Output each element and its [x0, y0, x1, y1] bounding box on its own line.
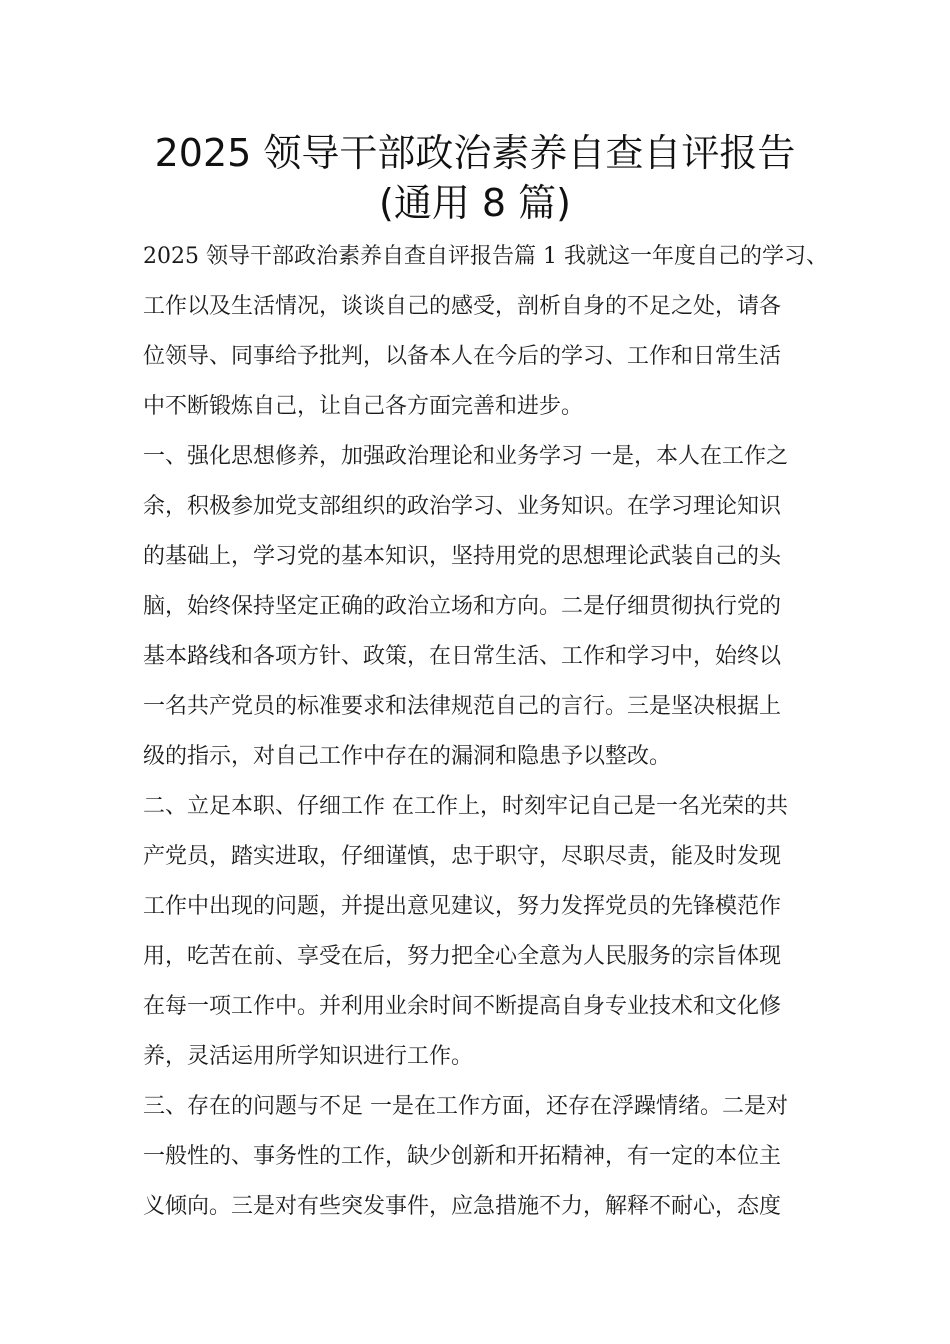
paragraph-section-1 [143, 432, 813, 782]
paragraph-section-2 [143, 782, 813, 1082]
text-line: 用，吃苦在前、享受在后，努力把全心全意为人民服务的宗旨体现 [143, 944, 782, 969]
text-line: 工作中出现的问题，并提出意见建议，努力发挥党员的先锋模范作 [143, 894, 782, 919]
text-line: 中不断锻炼自己，让自己各方面完善和进步。 [143, 394, 584, 419]
text-line: 三、存在的问题与不足 一是在工作方面，还存在浮躁情绪。二是对 [143, 1094, 788, 1119]
text-line: 一般性的、事务性的工作，缺少创新和开拓精神，有一定的本位主 [143, 1144, 782, 1169]
document-body [143, 232, 828, 1232]
text-line: 产党员，踏实进取，仔细谨慎，忠于职守，尽职尽责，能及时发现 [143, 844, 782, 869]
text-line: 养，灵活运用所学知识进行工作。 [143, 1044, 474, 1069]
text-line: 余，积极参加党支部组织的政治学习、业务知识。在学习理论知识 [143, 494, 782, 519]
text-line: 脑，始终保持坚定正确的政治立场和方向。二是仔细贯彻执行党的 [143, 594, 782, 619]
title-line-2: (通用 8 篇) [379, 181, 571, 225]
text-line: 的基础上，学习党的基本知识，坚持用党的思想理论武装自己的头 [143, 544, 782, 569]
text-line: 义倾向。三是对有些突发事件，应急措施不力，解释不耐心，态度 [143, 1194, 782, 1219]
text-line: 级的指示，对自己工作中存在的漏洞和隐患予以整改。 [143, 744, 672, 769]
text-line: 位领导、同事给予批判，以备本人在今后的学习、工作和日常生活 [143, 344, 782, 369]
text-line: 在每一项工作中。并利用业余时间不断提高自身专业技术和文化修 [143, 994, 782, 1019]
paragraph-section-3 [143, 1082, 813, 1232]
title-line-1: 2025 领导干部政治素养自查自评报告 [154, 131, 796, 175]
text-line: 工作以及生活情况，谈谈自己的感受，剖析自身的不足之处，请各 [143, 294, 782, 319]
text-line: 一、强化思想修养，加强政治理论和业务学习 一是，本人在工作之 [143, 444, 788, 469]
document-title [0, 128, 950, 228]
paragraph-intro [143, 232, 828, 432]
text-line: 一名共产党员的标准要求和法律规范自己的言行。三是坚决根据上 [143, 694, 782, 719]
text-line: 2025 领导干部政治素养自查自评报告篇 1 我就这一年度自己的学习、 [143, 244, 828, 269]
text-line: 二、立足本职、仔细工作 在工作上，时刻牢记自己是一名光荣的共 [143, 794, 788, 819]
text-line: 基本路线和各项方针、政策，在日常生活、工作和学习中，始终以 [143, 644, 782, 669]
